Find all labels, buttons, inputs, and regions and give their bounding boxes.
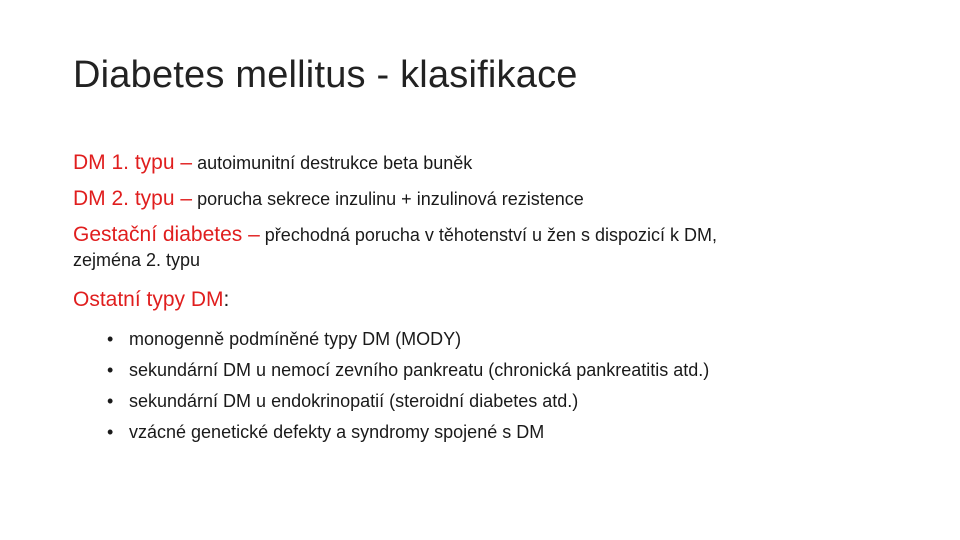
bullet-icon: • bbox=[107, 360, 114, 380]
classification-item-dm2 bbox=[73, 182, 923, 218]
list-item-text: vzácné genetické defekty a syndromy spojené s DM bbox=[129, 422, 545, 442]
list-item bbox=[103, 324, 923, 355]
item-term: DM 1. typu – bbox=[73, 151, 193, 174]
list-item bbox=[103, 386, 923, 417]
slide-content bbox=[73, 146, 923, 448]
list-item-text: monogenně podmíněné typy DM (MODY) bbox=[129, 329, 462, 349]
list-item bbox=[103, 417, 923, 448]
classification-item-dm1 bbox=[73, 146, 923, 182]
bullet-icon: • bbox=[107, 422, 114, 442]
list-item-text: sekundární DM u endokrinopatií (steroidní diabetes atd.) bbox=[129, 391, 579, 411]
item-description: autoimunitní destrukce beta buněk bbox=[192, 153, 473, 173]
other-types-colon: : bbox=[223, 288, 230, 311]
bullet-icon: • bbox=[107, 391, 114, 411]
list-item bbox=[103, 355, 923, 386]
item-continuation: zejména 2. typu bbox=[73, 250, 201, 270]
item-term: Gestační diabetes – bbox=[73, 223, 260, 246]
item-term: DM 2. typu – bbox=[73, 187, 193, 210]
slide-title: Diabetes mellitus - klasifikace bbox=[73, 54, 578, 96]
item-description: porucha sekrece inzulinu + inzulinová rezistence bbox=[192, 189, 584, 209]
other-types-list bbox=[73, 324, 923, 448]
item-description: přechodná porucha v těhotenství u žen s dispozicí k DM, bbox=[259, 225, 718, 245]
other-types-label: Ostatní typy DM bbox=[73, 288, 224, 311]
other-types-heading bbox=[73, 284, 923, 318]
bullet-icon: • bbox=[107, 329, 114, 349]
list-item-text: sekundární DM u nemocí zevního pankreatu (chronická pankreatitis atd.) bbox=[129, 360, 710, 380]
